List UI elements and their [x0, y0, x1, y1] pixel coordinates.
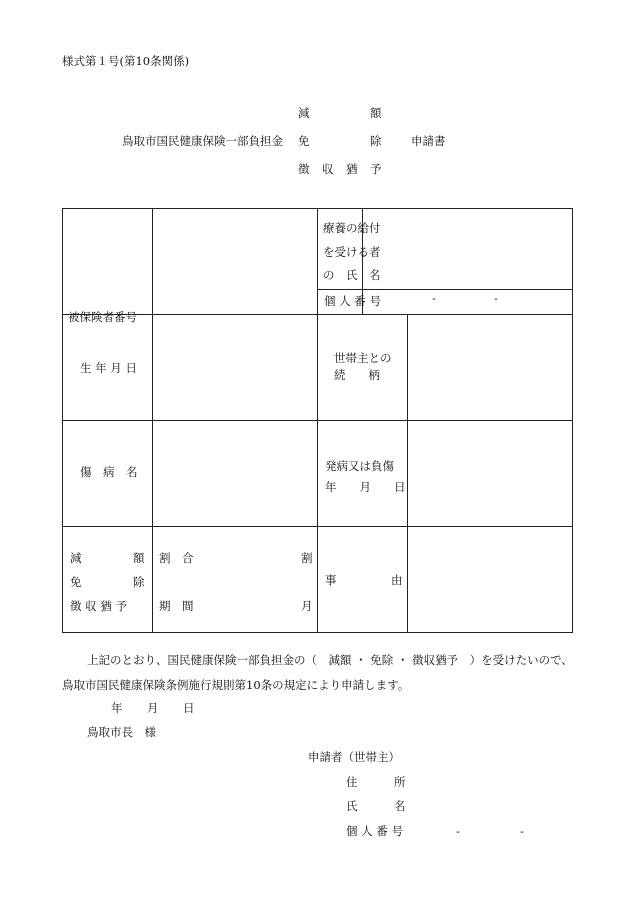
title-option-deferral-3: 猶 [346, 162, 358, 176]
recipient-label-line1: 療養の給付 [323, 221, 381, 235]
insured-number-input[interactable] [153, 209, 318, 315]
declaration-line-2: 鳥取市国民健康保険条例施行規則第10条の規定により申請します。 [62, 678, 410, 692]
declaration-line-1: 上記のとおり、国民健康保険一部負担金の（ 減額 ・ 免除 ・ 徴収猶予 ）を受けたいので、 [87, 653, 573, 667]
reduction-label-3: 徴 収 猶 予 [70, 599, 127, 613]
period-unit: 月 [301, 599, 313, 613]
recipient-name-input[interactable] [363, 209, 573, 290]
disease-input[interactable] [153, 421, 318, 527]
disease-label: 傷 病 名 [80, 465, 138, 479]
insured-number-label-cell [63, 209, 153, 324]
reason-label-a: 事 [325, 573, 337, 587]
ratio-unit: 割 [301, 551, 313, 565]
period-label: 期 間 [159, 599, 194, 613]
addressee: 鳥取市長 様 [87, 725, 156, 739]
relation-label-cell [318, 315, 408, 421]
applicant-name-label-a: 氏 [346, 799, 358, 813]
title-option-exemption-2: 除 [370, 134, 382, 148]
title-option-deferral-1: 徴 [298, 162, 310, 176]
date-year: 年 [111, 701, 123, 715]
personal-number-label-cell [318, 290, 381, 315]
applicant-name-label-b: 名 [394, 799, 406, 813]
title-option-reduction-1: 減 [298, 106, 310, 120]
recipient-label-line2: を受ける者 [323, 245, 381, 259]
relation-input[interactable] [408, 315, 573, 421]
ratio-label: 割 合 [159, 551, 194, 565]
ratio-period-cell[interactable] [153, 527, 318, 633]
personal-number-label: 個 人 番 号 [324, 294, 381, 308]
birth-date-label-cell [63, 315, 153, 421]
title-option-exemption-1: 免 [298, 134, 310, 148]
reduction-label-2b: 除 [133, 575, 145, 589]
applicant-address-label-a: 住 [346, 775, 358, 789]
recipient-name-label-cell [318, 209, 381, 290]
onset-date-input[interactable] [408, 421, 573, 527]
title-option-deferral-2: 収 [322, 162, 334, 176]
form-number: 様式第１号(第10条関係) [62, 54, 190, 68]
onset-date-label-cell [318, 421, 408, 527]
applicant-personal-number-dash-1: - [456, 824, 460, 838]
reduction-label-1b: 額 [133, 551, 145, 565]
title-option-deferral-4: 予 [370, 162, 382, 176]
onset-label-line2: 年 月 日 [325, 480, 406, 494]
reduction-label-1a: 減 [70, 551, 82, 565]
personal-number-input[interactable] [363, 290, 573, 315]
applicant-personal-number-dash-2: - [520, 824, 524, 838]
applicant-personal-number-label: 個 人 番 号 [346, 824, 403, 838]
title-suffix: 申請書 [411, 134, 446, 148]
recipient-label-line3: の 氏 名 [323, 268, 381, 282]
title-option-reduction-2: 額 [370, 106, 382, 120]
title-main: 鳥取市国民健康保険一部負担金 [122, 134, 283, 148]
personal-number-dash-2: - [494, 291, 498, 305]
date-month: 月 [147, 701, 159, 715]
birth-date-label: 生 年 月 日 [80, 361, 137, 375]
birth-date-input[interactable] [153, 315, 318, 421]
disease-label-cell [63, 421, 153, 527]
reduction-label-2a: 免 [70, 575, 82, 589]
reason-label-cell [318, 527, 408, 633]
onset-label-line1: 発病又は負傷 [325, 459, 394, 473]
insured-number-label: 被保険者番号 [68, 309, 137, 324]
applicant-address-label-b: 所 [394, 775, 406, 789]
relation-label-line2: 続 柄 [334, 368, 380, 382]
date-day: 日 [183, 701, 195, 715]
applicant-title: 申請者（世帯主） [308, 750, 400, 764]
reduction-type-label-cell [63, 527, 153, 633]
reason-input[interactable] [408, 527, 573, 633]
reason-label-b: 由 [391, 573, 403, 587]
personal-number-dash-1: - [432, 291, 436, 305]
relation-label-line1: 世帯主との [334, 351, 392, 365]
application-form-table [62, 208, 573, 633]
